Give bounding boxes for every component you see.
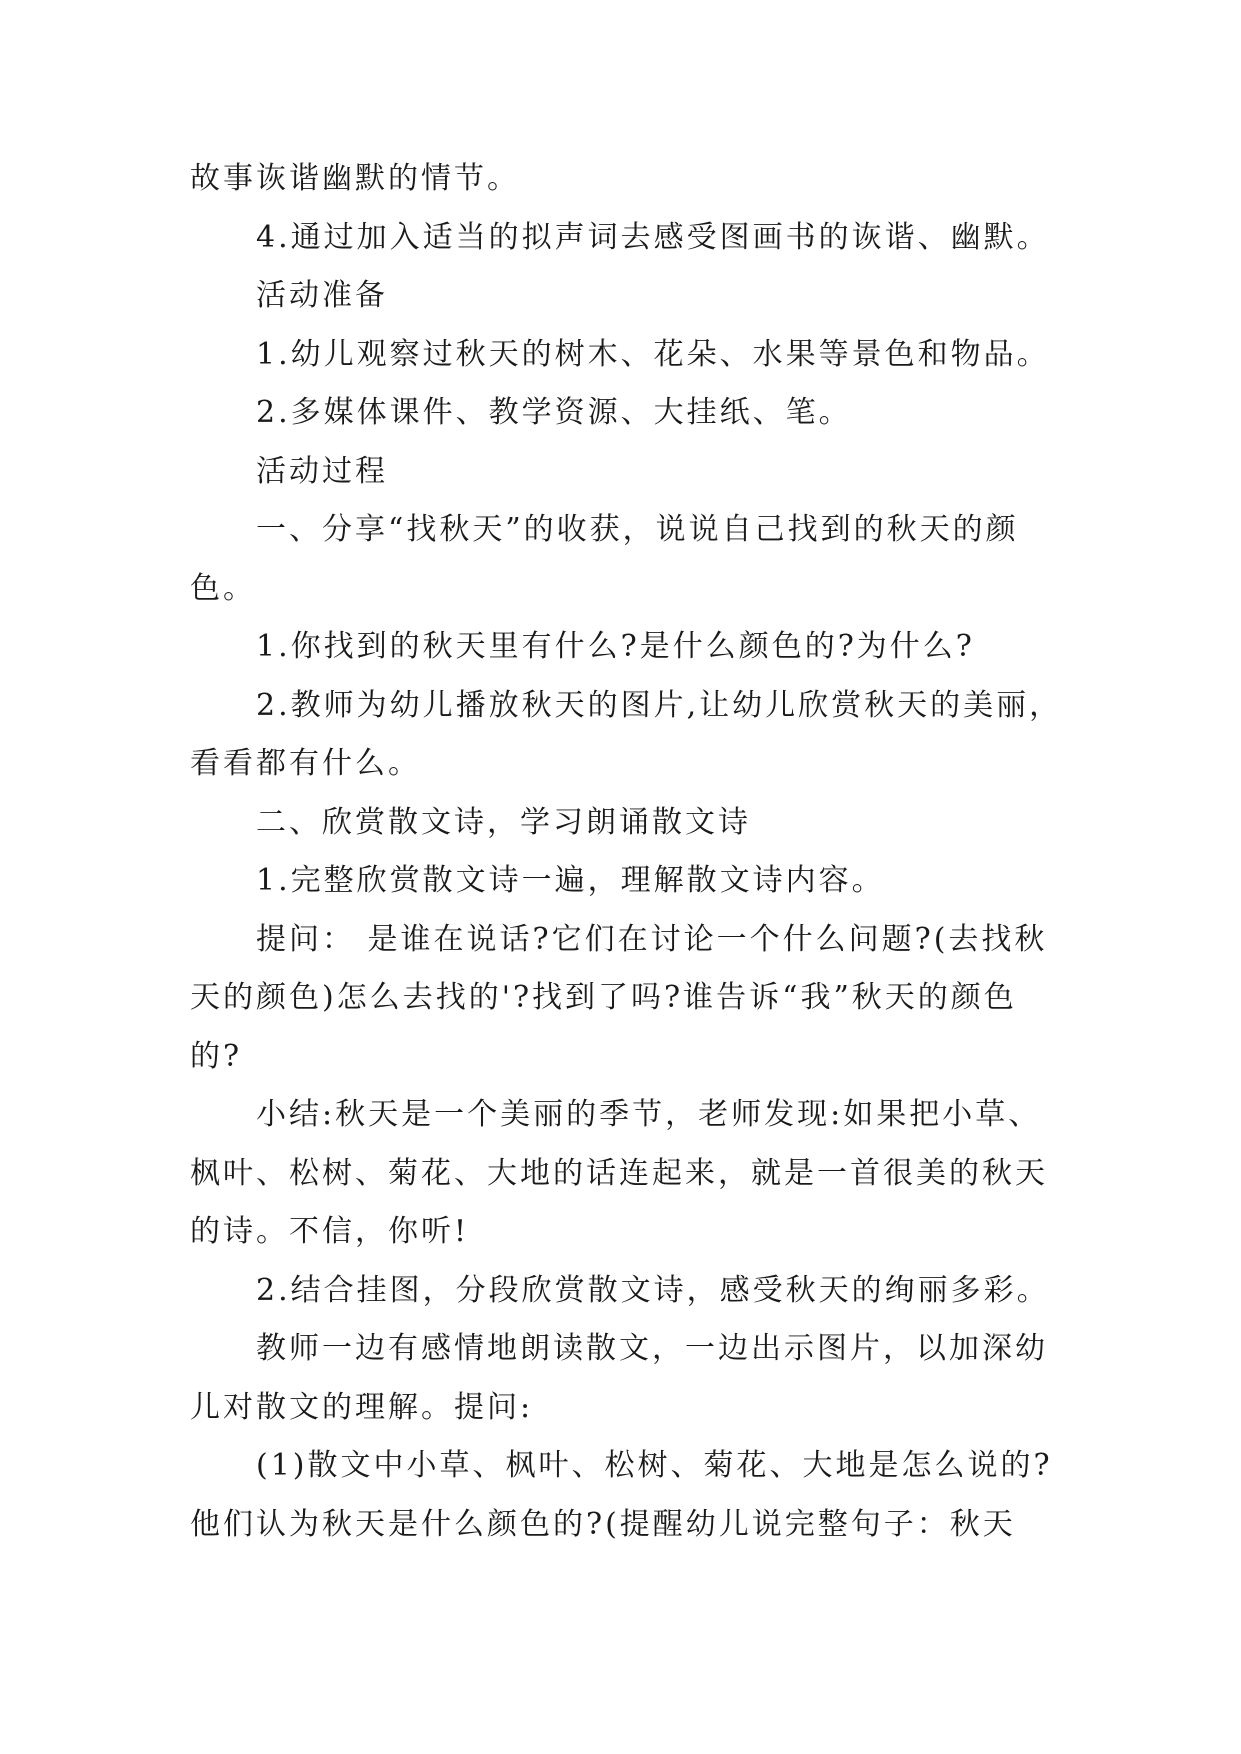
text-line: 活动过程 <box>256 453 388 489</box>
text-line: 1.幼儿观察过秋天的树木、花朵、水果等景色和物品。 <box>256 336 1050 372</box>
text-line: 4.通过加入适当的拟声词去感受图画书的诙谐、幽默。 <box>256 219 1050 255</box>
text-line: (1)散文中小草、枫叶、松树、菊花、大地是怎么说的? <box>256 1448 1053 1483</box>
text-line: 2.结合挂图，分段欣赏散文诗，感受秋天的绚丽多彩。 <box>256 1272 1050 1308</box>
text-line: 1.完整欣赏散文诗一遍，理解散文诗内容。 <box>256 863 885 898</box>
text-line: 儿对散文的理解。提问: <box>190 1389 534 1425</box>
text-line: 小结:秋天是一个美丽的季节，老师发现:如果把小草、 <box>256 1097 1042 1132</box>
text-line: 2.教师为幼儿播放秋天的图片,让幼儿欣赏秋天的美丽， <box>256 687 1063 723</box>
text-line: 天的颜色)怎么去找的'?找到了吗?谁告诉“我”秋天的颜色 <box>190 980 1017 1015</box>
text-line: 提问： 是谁在说话?它们在讨论一个什么问题?(去找秋 <box>256 921 1048 957</box>
text-line: 故事诙谐幽默的情节。 <box>190 161 520 196</box>
text-line: 的诗。不信，你听! <box>190 1214 470 1249</box>
text-line: 看看都有什么。 <box>190 746 421 781</box>
text-line: 的? <box>190 1038 243 1074</box>
text-line: 1.你找到的秋天里有什么?是什么颜色的?为什么? <box>256 629 975 664</box>
text-line: 他们认为秋天是什么颜色的?(提醒幼儿说完整句子：秋天 <box>190 1506 1016 1542</box>
text-line: 枫叶、松树、菊花、大地的话连起来，就是一首很美的秋天 <box>190 1155 1048 1191</box>
text-line: 一、分享“找秋天”的收获，说说自己找到的秋天的颜 <box>256 512 1019 547</box>
text-line: 教师一边有感情地朗读散文，一边出示图片，以加深幼 <box>256 1331 1048 1366</box>
text-line: 2.多媒体课件、教学资源、大挂纸、笔。 <box>256 395 852 430</box>
text-line: 色。 <box>190 570 256 606</box>
text-line: 活动准备 <box>256 278 388 313</box>
text-line: 二、欣赏散文诗，学习朗诵散文诗 <box>256 804 751 840</box>
document-body <box>190 150 1070 1554</box>
